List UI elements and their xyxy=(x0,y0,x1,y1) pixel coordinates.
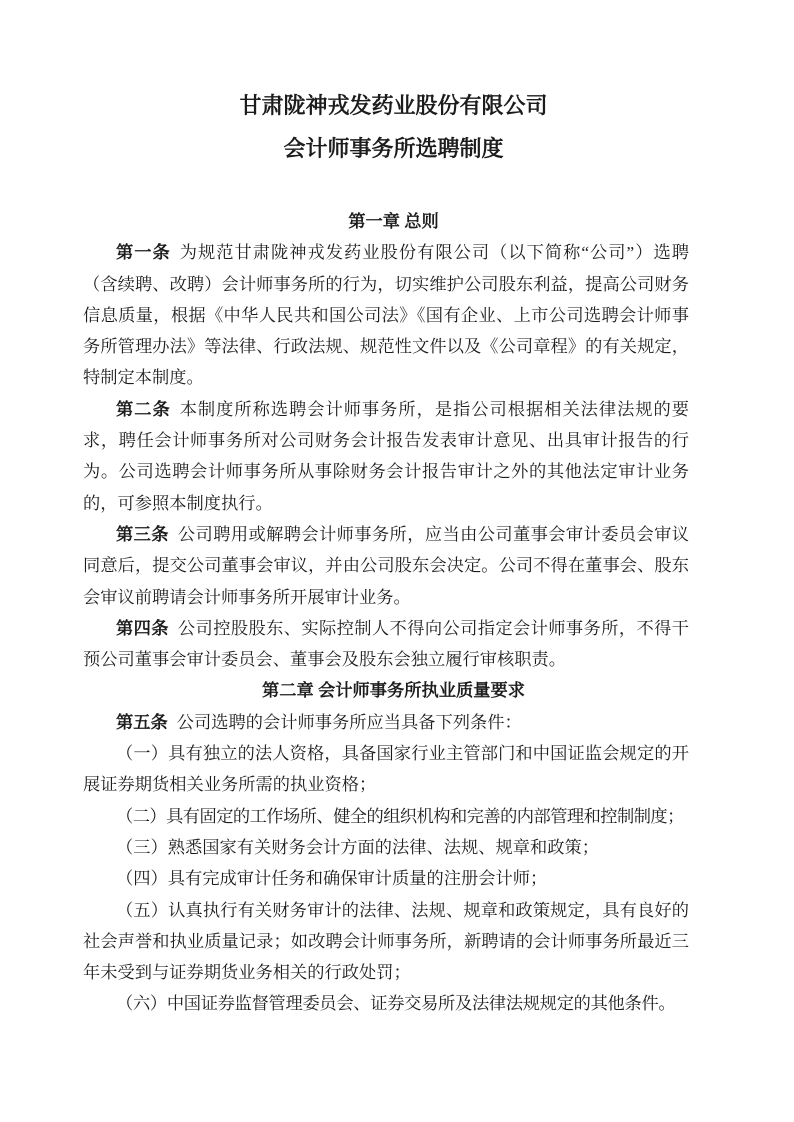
article-4-label: 第四条 xyxy=(116,618,169,638)
chapter-1-heading: 第一章 总则 xyxy=(348,212,439,231)
article-3-label: 第三条 xyxy=(116,524,169,544)
condition-item-4: （四）具有完成审计任务和确保审计质量的注册会计师； xyxy=(116,869,548,889)
article-2-label: 第二条 xyxy=(116,399,171,419)
condition-item-2: （二）具有固定的工作场所、健全的组织机构和完善的内部管理和控制制度； xyxy=(116,806,684,826)
company-name-title: 甘肃陇神戎发药业股份有限公司 xyxy=(239,93,548,118)
article-1-text: 为规范甘肃陇神戎发药业股份有限公司（以下简称“公司”）选聘（含续聘、改聘）会计师事务所的行为，切实维护公司股东利益，提高公司财务信息质量，根据《中华人民共和国公司法》《国有企业、上市公司选聘会计师事务所管理办法》等法律、行政法规、规范性文件以及《公司章程》的有关规定，特制定本制度。 xyxy=(83,243,689,388)
chapter-2-heading: 第二章 会计师事务所执业质量要求 xyxy=(261,681,526,701)
article-5 xyxy=(83,707,689,738)
article-2 xyxy=(83,394,689,519)
article-5-text: 公司选聘的会计师事务所应当具备下列条件： xyxy=(176,712,522,732)
document-content xyxy=(83,84,689,1020)
article-1-label: 第一条 xyxy=(116,243,171,263)
article-3 xyxy=(83,519,689,613)
article-4 xyxy=(83,613,689,676)
article-4-text: 公司控股股东、实际控制人不得向公司指定会计师事务所，不得干预公司董事会审计委员会、董事会及股东会独立履行审核职责。 xyxy=(83,618,689,670)
condition-item-5: （五）认真执行有关财务审计的法律、法规、规章和政策规定，具有良好的社会声誉和执业质量记录；如改聘会计师事务所，新聘请的会计师事务所最近三年未受到与证券期货业务相关的行政处罚； xyxy=(83,900,689,983)
article-5-label: 第五条 xyxy=(116,712,168,732)
article-2-text: 本制度所称选聘会计师事务所，是指公司根据相关法律法规的要求，聘任会计师事务所对公司财务会计报告发表审计意见、出具审计报告的行为。公司选聘会计师事务所从事除财务会计报告审计之外的其他法定审计业务的，可参照本制度执行。 xyxy=(83,399,689,513)
condition-item-3: （三）熟悉国家有关财务会计方面的法律、法规、规章和政策； xyxy=(116,837,600,857)
document-title: 会计师事务所选聘制度 xyxy=(283,136,504,161)
article-1 xyxy=(83,237,689,393)
condition-item-6: （六）中国证券监督管理委员会、证券交易所及法律法规规定的其他条件。 xyxy=(116,994,676,1014)
condition-item-1: （一）具有独立的法人资格，具备国家行业主管部门和中国证监会规定的开展证券期货相关业务所需的执业资格； xyxy=(83,744,689,795)
article-3-text: 公司聘用或解聘会计师事务所，应当由公司董事会审计委员会审议同意后，提交公司董事会审议，并由公司股东会决定。公司不得在董事会、股东会审议前聘请会计师事务所开展审计业务。 xyxy=(83,524,689,607)
